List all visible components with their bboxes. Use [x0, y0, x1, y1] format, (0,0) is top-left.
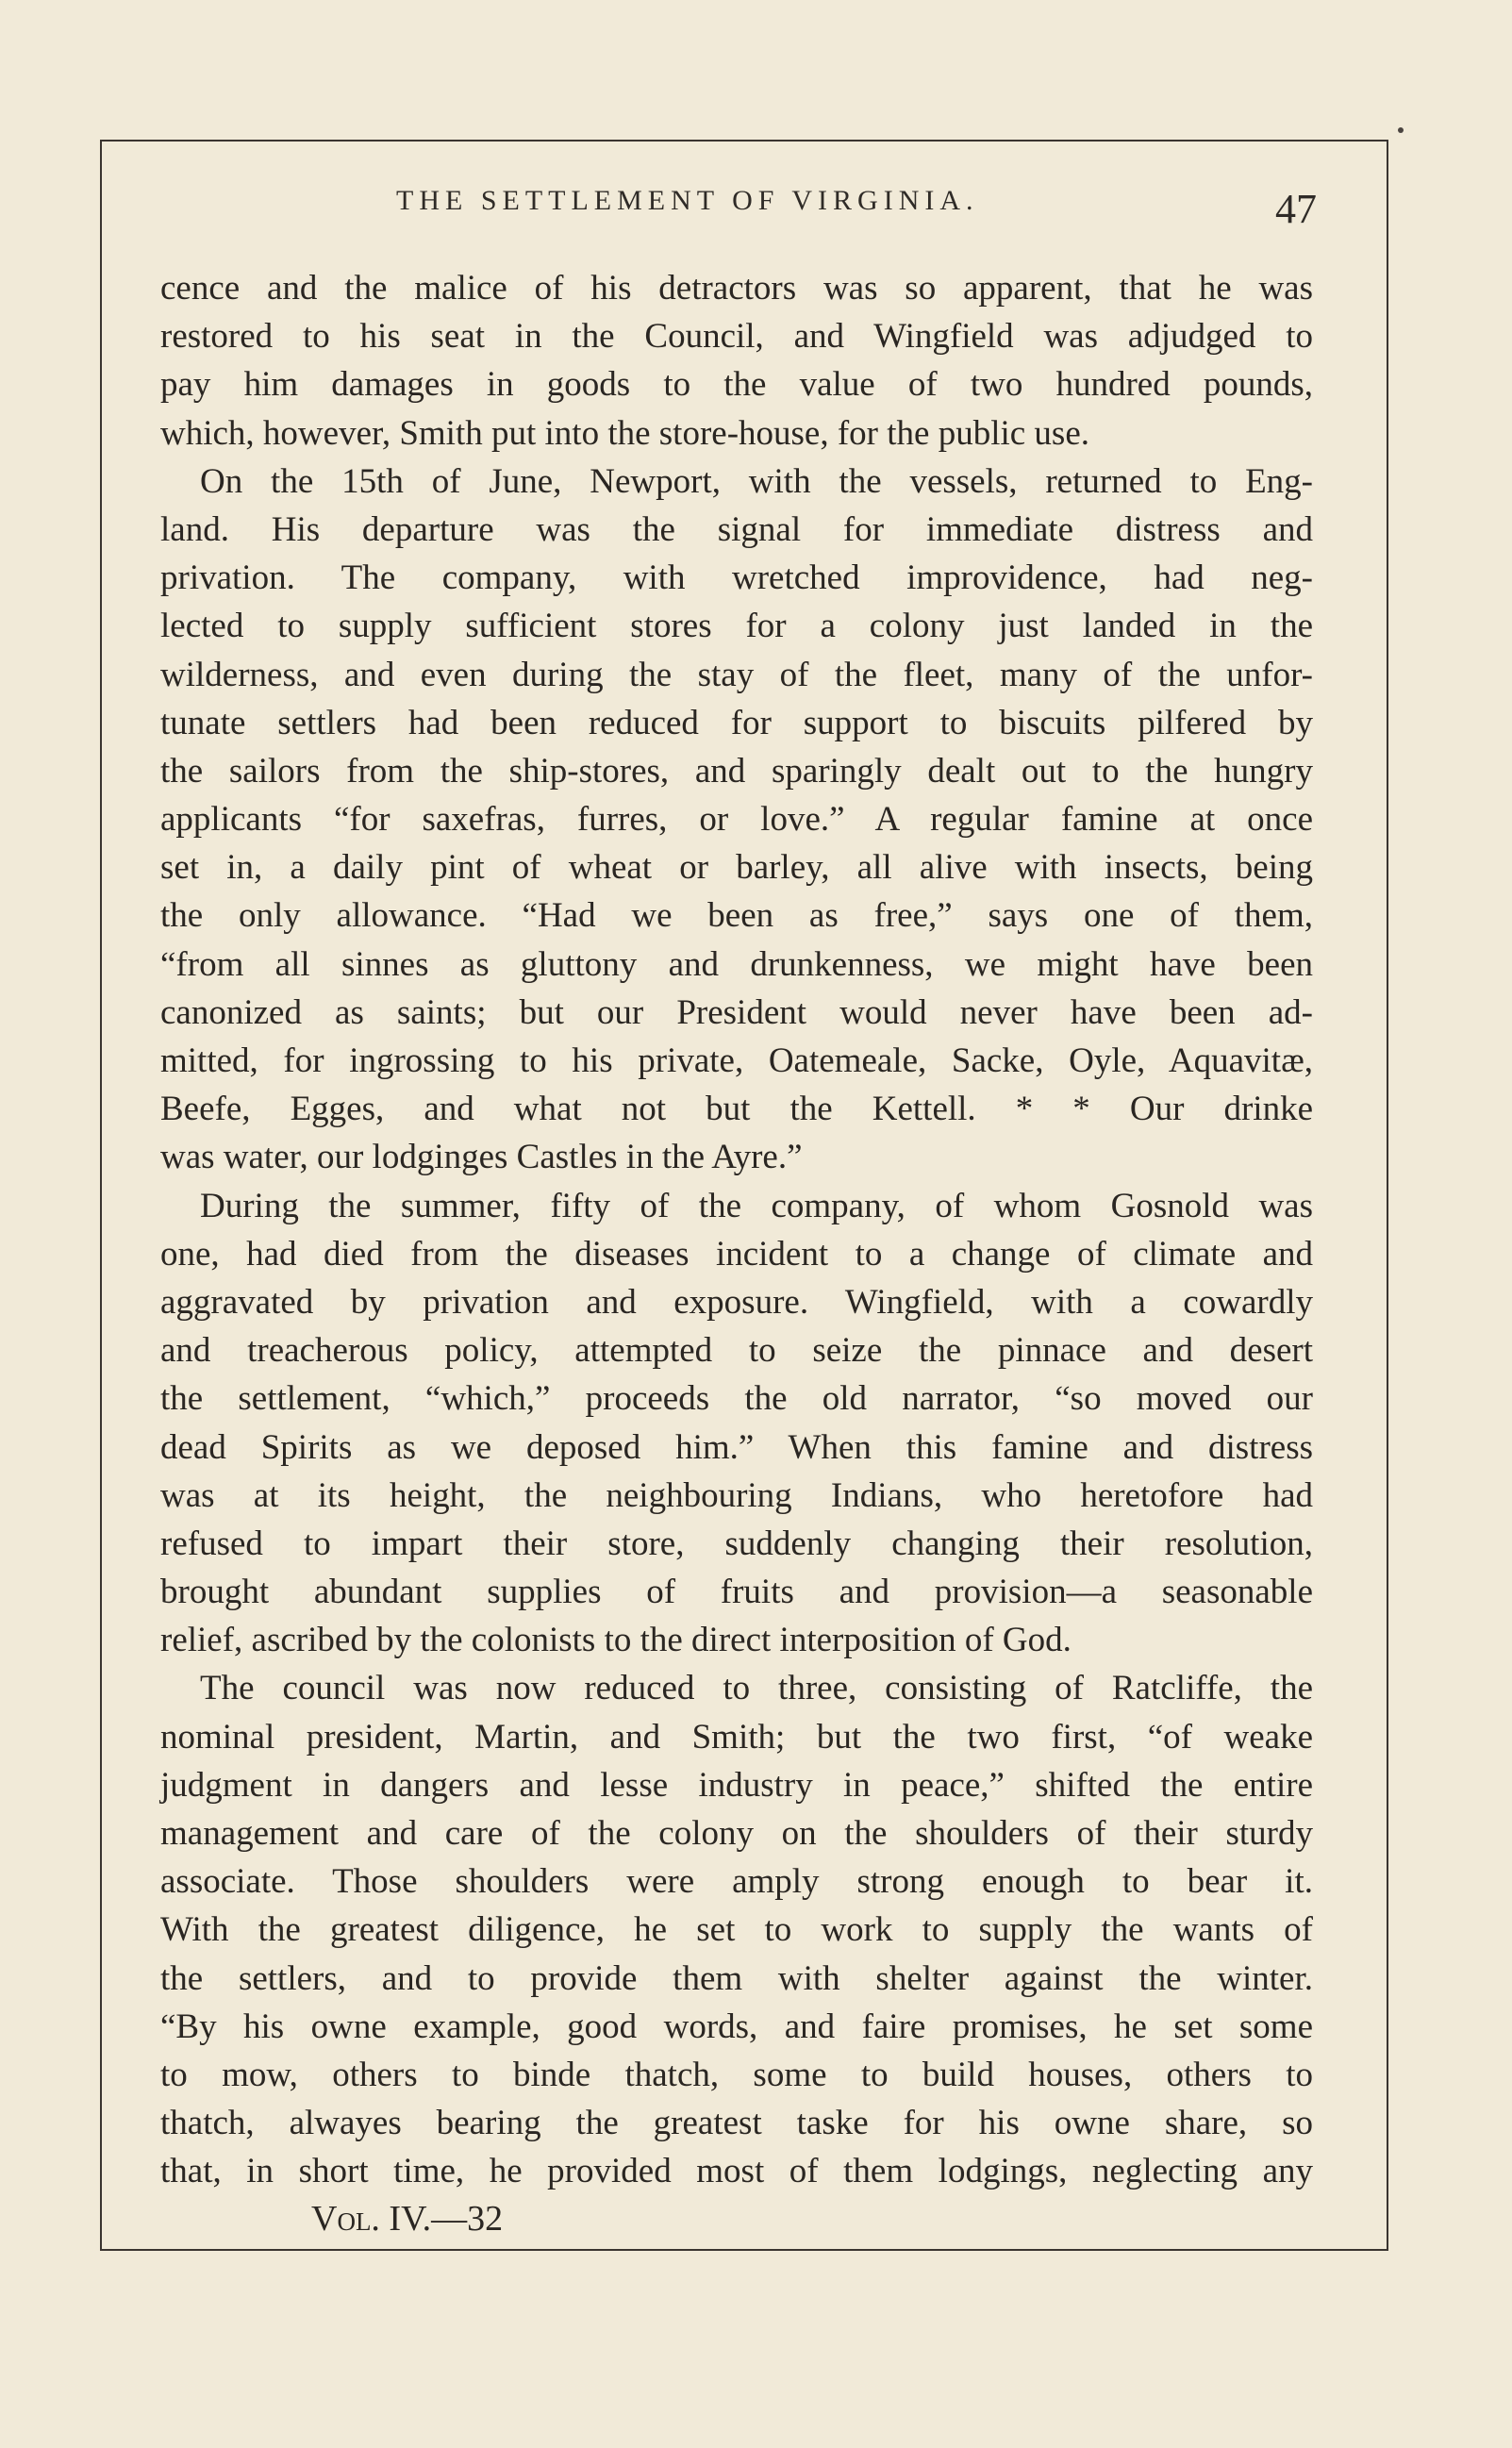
text-line: The council was now reduced to three, consisting of Ratcliffe, the [200, 1669, 1313, 1708]
text-line: refused to impart their store, suddenly changing their resolution, [160, 1524, 1313, 1563]
text-line: judgment in dangers and lesse industry in peace,” shifted the entire [160, 1765, 1313, 1805]
text-line: set in, a daily pint of wheat or barley, all alive with insects, being [160, 848, 1313, 888]
text-line: privation. The company, with wretched improvidence, had neg- [160, 558, 1313, 598]
text-line: which, however, Smith put into the store-house, for the public use. [160, 413, 1089, 453]
text-line: land. His departure was the signal for immediate distress and [160, 509, 1313, 549]
text-line: brought abundant supplies of fruits and provision—a seasonable [160, 1573, 1313, 1612]
text-line: to mow, others to binde thatch, some to build houses, others to [160, 2055, 1313, 2094]
text-line: restored to his seat in the Council, and Wingfield was adjudged to [160, 317, 1313, 357]
text-line: management and care of the colony on the shoulders of their sturdy [160, 1814, 1313, 1853]
text-line: dead Spirits as we deposed him.” When this famine and distress [160, 1427, 1313, 1467]
text-line: tunate settlers had been reduced for support to biscuits pilfered by [160, 703, 1313, 742]
body-text [160, 264, 1313, 2196]
text-line: canonized as saints; but our President would never have been ad- [160, 992, 1313, 1032]
text-line: pay him damages in goods to the value of two hundred pounds, [160, 365, 1313, 405]
text-line: nominal president, Martin, and Smith; but the two first, “of weake [160, 1717, 1313, 1757]
text-line: and treacherous policy, attempted to seize the pinnace and desert [160, 1331, 1313, 1371]
text-line: “from all sinnes as gluttony and drunkenness, we might have been [160, 944, 1313, 984]
text-line: the only allowance. “Had we been as free,” says one of them, [160, 896, 1313, 936]
text-line: that, in short time, he provided most of them lodgings, neglecting any [160, 2152, 1313, 2191]
text-line: On the 15th of June, Newport, with the vessels, returned to Eng- [200, 461, 1313, 501]
text-line: the sailors from the ship-stores, and sparingly dealt out to the hungry [160, 751, 1313, 791]
running-title: THE SETTLEMENT OF VIRGINIA. [396, 185, 979, 216]
text-line: applicants “for saxefras, furres, or love.” A regular famine at once [160, 800, 1313, 840]
text-line: aggravated by privation and exposure. Wingfield, with a cowardly [160, 1282, 1313, 1322]
text-line: relief, ascribed by the colonists to the direct interposition of God. [160, 1621, 1072, 1660]
text-line: lected to supply sufficient stores for a colony just landed in the [160, 607, 1313, 646]
text-line: one, had died from the diseases incident to a change of climate and [160, 1234, 1313, 1274]
text-line: the settlers, and to provide them with shelter against the winter. [160, 1958, 1313, 1998]
signature-mark: Vol. IV.—32 [311, 2199, 504, 2239]
text-line: was at its height, the neighbouring Indians, who heretofore had [160, 1475, 1313, 1515]
page-number: 47 [1275, 186, 1317, 232]
print-mark [1398, 127, 1404, 133]
text-line: thatch, alwayes bearing the greatest taske for his owne share, so [160, 2104, 1313, 2143]
text-line: wilderness, and even during the stay of the fleet, many of the unfor- [160, 655, 1313, 694]
text-line: “By his owne example, good words, and faire promises, he set some [160, 2007, 1313, 2046]
text-line: mitted, for ingrossing to his private, Oatemeale, Sacke, Oyle, Aquavitæ, [160, 1041, 1313, 1080]
text-line: was water, our lodginges Castles in the Ayre.” [160, 1138, 803, 1177]
text-line: associate. Those shoulders were amply strong enough to bear it. [160, 1862, 1313, 1902]
text-line: Beefe, Egges, and what not but the Kettell. * * Our drinke [160, 1090, 1313, 1129]
text-line: the settlement, “which,” proceeds the old narrator, “so moved our [160, 1379, 1313, 1419]
text-line: With the greatest diligence, he set to work to supply the wants of [160, 1910, 1313, 1950]
text-line: During the summer, fifty of the company, of whom Gosnold was [200, 1186, 1313, 1225]
text-line: cence and the malice of his detractors was so apparent, that he was [160, 269, 1313, 308]
